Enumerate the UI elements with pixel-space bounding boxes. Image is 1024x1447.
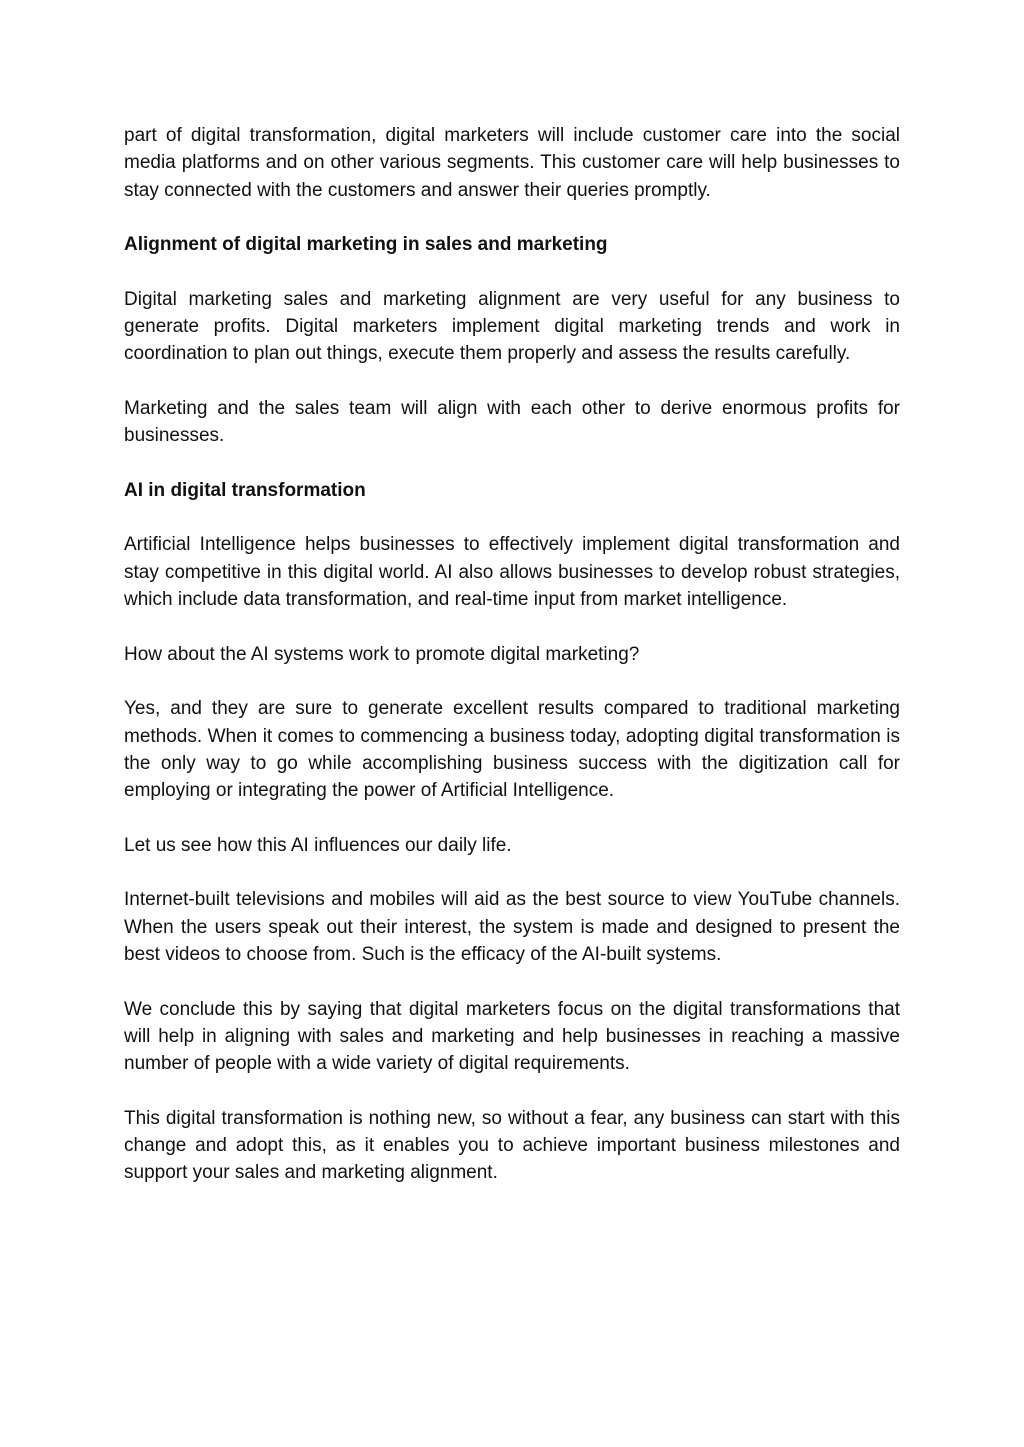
ai-results-paragraph: Yes, and they are sure to generate excellent results compared to traditional marketing methods. When it comes to commencing a business today, adopting digital transformation is the only way to go while accomplishing business success with the digitization call for employing or integrating the power of Artificial Intelligence. <box>124 698 900 802</box>
document-page <box>124 122 900 1214</box>
ai-question-paragraph: How about the AI systems work to promote digital marketing? <box>124 643 640 665</box>
conclusion-paragraph: We conclude this by saying that digital marketers focus on the digital transformations that will help in aligning with sales and marketing and help businesses in reaching a massive number of people with a wide variety of digital requirements. <box>124 998 900 1075</box>
televisions-paragraph: Internet-built televisions and mobiles will aid as the best source to view YouTube channels. When the users speak out their interest, the system is made and designed to present the best videos to choose from. Such is the efficacy of the AI-built systems. <box>124 889 900 965</box>
sales-team-paragraph: Marketing and the sales team will align with each other to derive enormous profits for businesses. <box>124 397 900 447</box>
section-heading-ai: AI in digital transformation <box>124 479 366 501</box>
daily-life-paragraph: Let us see how this AI influences our daily life. <box>124 834 512 856</box>
closing-paragraph: This digital transformation is nothing new, so without a fear, any business can start with this change and adopt this, as it enables you to achieve important business milestones and support your sales and marketing alignment. <box>124 1107 900 1184</box>
section-heading-alignment: Alignment of digital marketing in sales and marketing <box>124 234 608 256</box>
intro-paragraph: part of digital transformation, digital marketers will include customer care into the social media platforms and on other various segments. This customer care will help businesses to stay connected with the customers and answer their queries promptly. <box>124 125 900 201</box>
ai-intro-paragraph: Artificial Intelligence helps businesses to effectively implement digital transformation and stay competitive in this digital world. AI also allows businesses to develop robust strategies, which include data transformation, and real-time input from market intelligence. <box>124 534 900 611</box>
alignment-paragraph: Digital marketing sales and marketing alignment are very useful for any business to generate profits. Digital marketers implement digital marketing trends and work in coordination to plan out things, execute them properly and assess the results carefully. <box>124 288 900 365</box>
